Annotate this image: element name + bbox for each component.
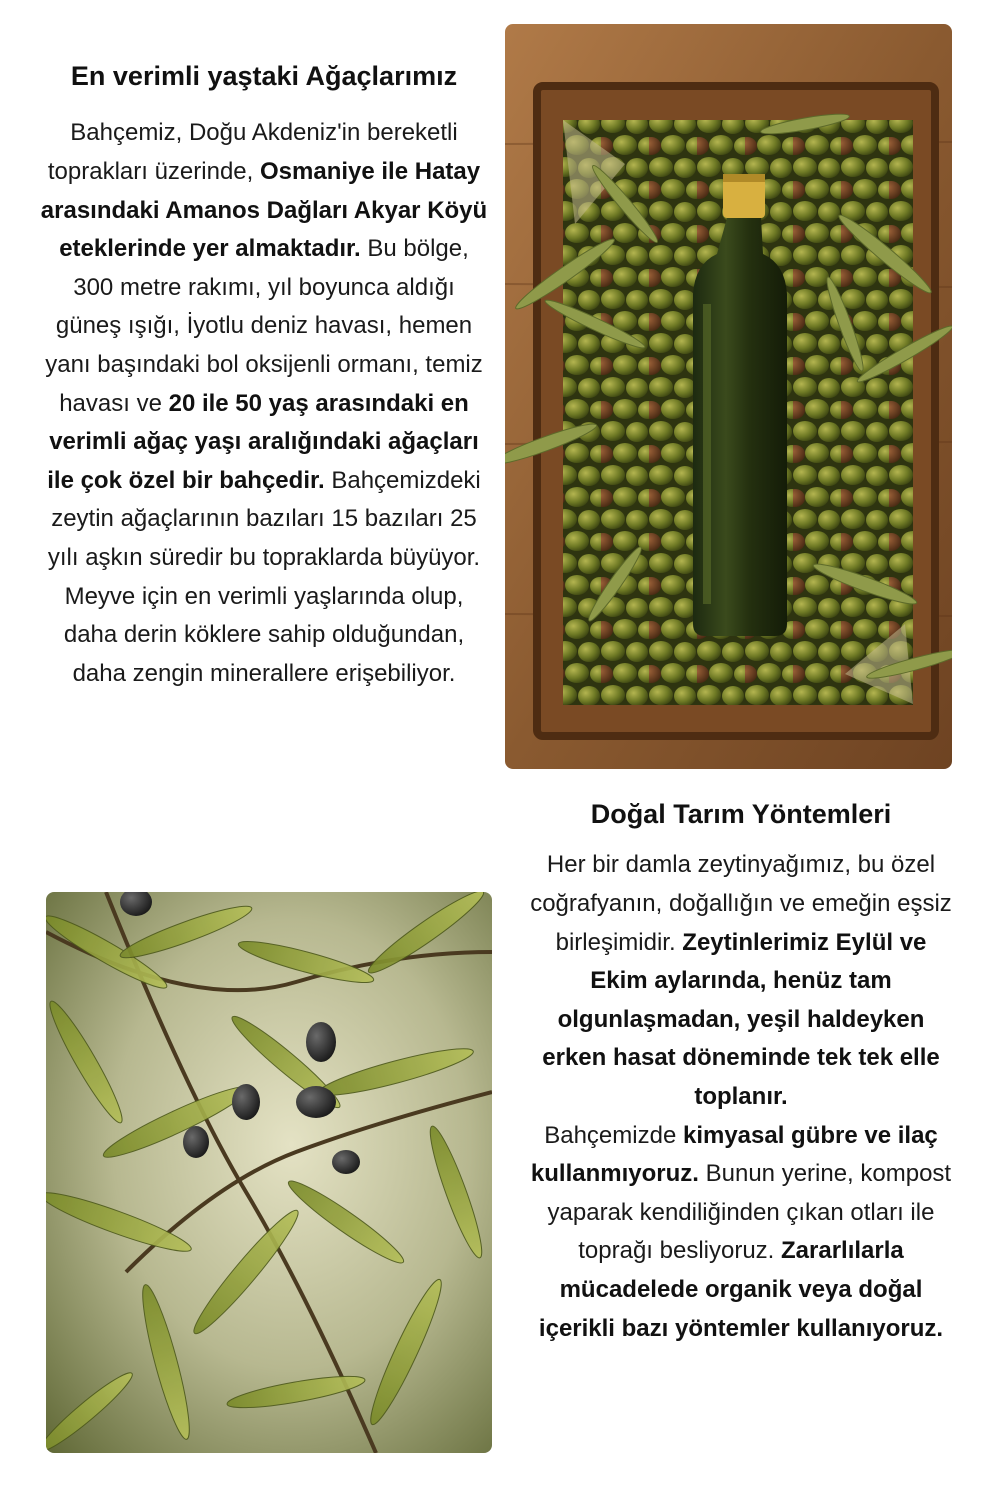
trees-bold-location: Osmaniye ile Hatay arasındaki Amanos Dağları Akyar Köyü eteklerinde yer almaktadır. (40, 157, 488, 263)
section-trees-title: En verimli yaştaki Ağaçlarımız (70, 61, 458, 91)
farming-text-1: Her bir damla zeytinyağımız, bu özel coğrafyanın, doğallığın ve emeğin eşsiz birleşimidir. (530, 851, 952, 956)
trees-text-3: Bahçemizdeki zeytin ağaçlarının bazıları 15 bazıları 25 yılı aşkın süredir bu topraklarda büyüyor. Meyve için en verimli yaşlarında olup, daha derin köklere sahip olduğundan, daha zengin minerallere erişebiliyor. (47, 466, 481, 687)
farming-text-3: Bunun yerine, kompost yaparak kendiliğinden çıkan otları ile toprağı besliyoruz. (547, 1160, 952, 1265)
trees-text-2: Bu bölge, 300 metre rakımı, yıl boyunca aldığı güneş ışığı, İyotlu deniz havası, hemen yanı başındaki bol oksijenli ormanı, temiz havası ve (45, 235, 483, 417)
trees-text-1: Bahçemiz, Doğu Akdeniz'in bereketli toprakları üzerinde, (47, 119, 458, 185)
section-farming (527, 798, 955, 1348)
farming-bold-chemicals: kimyasal gübre ve ilaç kullanmıyoruz. (530, 1121, 938, 1188)
section-farming-title: Doğal Tarım Yöntemleri (590, 799, 892, 829)
section-trees-body (40, 114, 488, 693)
farming-bold-pests: Zararlılarla mücadelede organik veya doğal içerikli bazı yöntemler kullanıyoruz. (538, 1237, 944, 1342)
farming-bold-harvest: Zeytinlerimiz Eylül ve Ekim aylarında, henüz tam olgunlaşmadan, yeşil haldeyken erken hasat döneminde tek tek elle toplanır. (542, 928, 940, 1110)
trees-bold-age: 20 ile 50 yaş arasındaki en verimli ağaç yaşı aralığındaki ağaçları ile çok özel bir bahçedir. (47, 389, 479, 494)
section-farming-body (527, 846, 955, 1348)
olive-branch-photo (46, 892, 492, 1453)
farming-text-2: Bahçemizde (544, 1121, 683, 1149)
section-trees (40, 60, 488, 693)
olive-oil-crate-photo (505, 24, 952, 769)
